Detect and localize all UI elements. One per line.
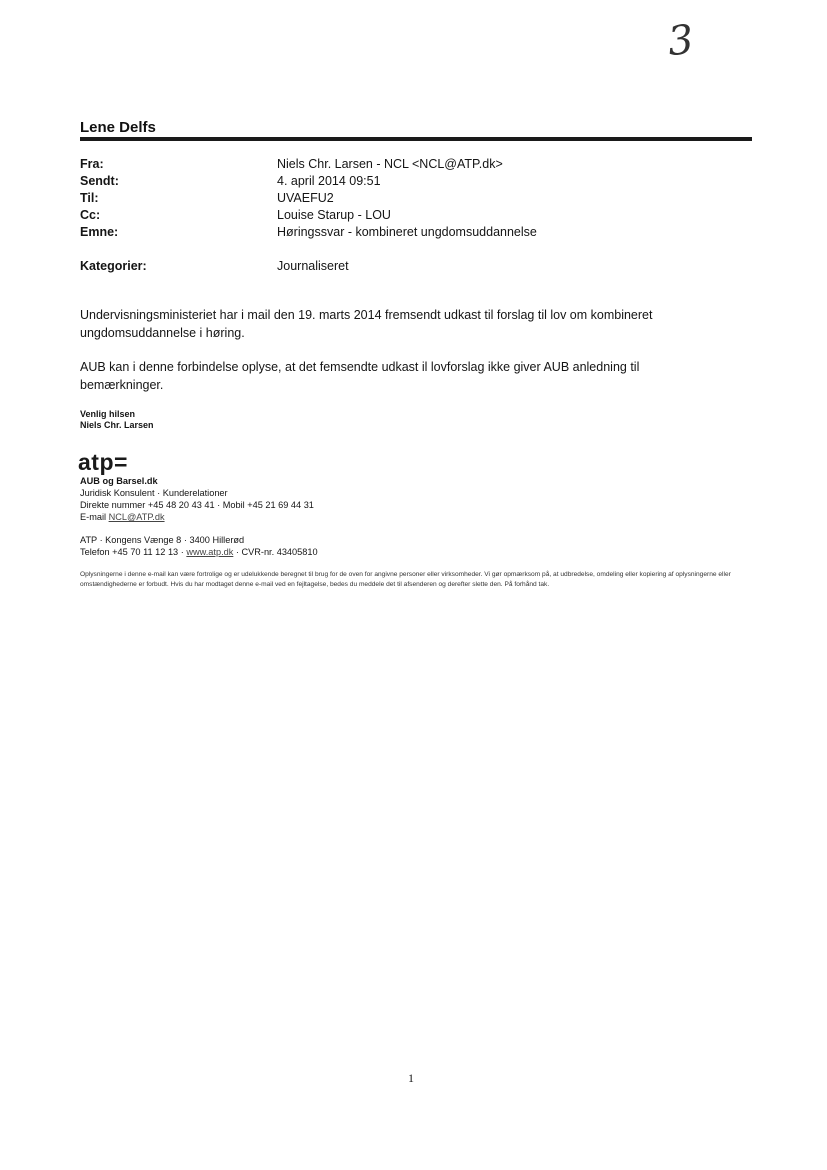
contact-title: Juridisk Konsulent · Kunderelationer xyxy=(80,488,228,498)
meta-value-cc: Louise Starup - LOU xyxy=(277,208,391,222)
contact-email-label: E-mail xyxy=(80,512,109,522)
meta-label-category: Kategorier: xyxy=(80,259,147,273)
signature-greeting: Venlig hilsen xyxy=(80,409,136,419)
meta-value-sent: 4. april 2014 09:51 xyxy=(277,174,381,188)
meta-value-to: UVAEFU2 xyxy=(277,191,334,205)
meta-label-subject: Emne: xyxy=(80,225,119,239)
meta-value-subject: Høringssvar - kombineret ungdomsuddannelse xyxy=(277,225,537,239)
contact-email-link[interactable]: NCL@ATP.dk xyxy=(108,512,165,522)
signature-name: Niels Chr. Larsen xyxy=(80,420,154,430)
contact-org: AUB og Barsel.dk xyxy=(80,476,158,486)
meta-value-from: Niels Chr. Larsen - NCL <NCL@ATP.dk> xyxy=(277,157,503,171)
contact-telefon: Telefon +45 70 11 12 13 · xyxy=(80,547,187,557)
atp-logo: atp= xyxy=(78,449,128,475)
contact-phone: Direkte nummer +45 48 20 43 41 · Mobil +45 21 69 44 31 xyxy=(80,500,314,510)
body-paragraph-1: Undervisningsministeriet har i mail den 19. marts 2014 fremsendt udkast til forslag til lov om kombineret ungdomsuddannelse i høring. xyxy=(80,308,653,340)
meta-label-to: Til: xyxy=(80,191,99,205)
meta-label-from: Fra: xyxy=(80,157,104,171)
contact-cvr: · CVR-nr. 43405810 xyxy=(233,547,318,557)
contact-telefon-line xyxy=(80,547,318,558)
handwritten-page-mark: 3 xyxy=(665,16,696,66)
contact-email-line xyxy=(80,512,165,523)
sender-name: Lene Delfs xyxy=(80,119,156,136)
meta-value-category: Journaliseret xyxy=(277,259,349,273)
contact-website-link[interactable]: www.atp.dk xyxy=(186,547,234,557)
body-paragraph-2: AUB kan i denne forbindelse oplyse, at det femsendte udkast il lovforslag ikke giver AUB anledning til bemærkninger. xyxy=(80,360,640,392)
page-number: 1 xyxy=(408,1071,414,1085)
contact-address: ATP · Kongens Vænge 8 · 3400 Hillerød xyxy=(80,535,245,545)
header-divider xyxy=(80,137,752,141)
email-disclaimer: Oplysningerne i denne e-mail kan være fortrolige og er udelukkende beregnet til brug for de oven for angivne personer eller virksomheder. Vi gør opmærksom på, at udbredelse, omdeling eller kopiering af oplysningerne eller omstændighederne er forbudt. Hvis du har modtaget denne e-mail ved en fejltagelse, bedes du meddele det til afsenderen og derefter slette den. På forhånd tak. xyxy=(80,571,731,588)
meta-label-sent: Sendt: xyxy=(80,174,119,188)
meta-label-cc: Cc: xyxy=(80,208,101,222)
